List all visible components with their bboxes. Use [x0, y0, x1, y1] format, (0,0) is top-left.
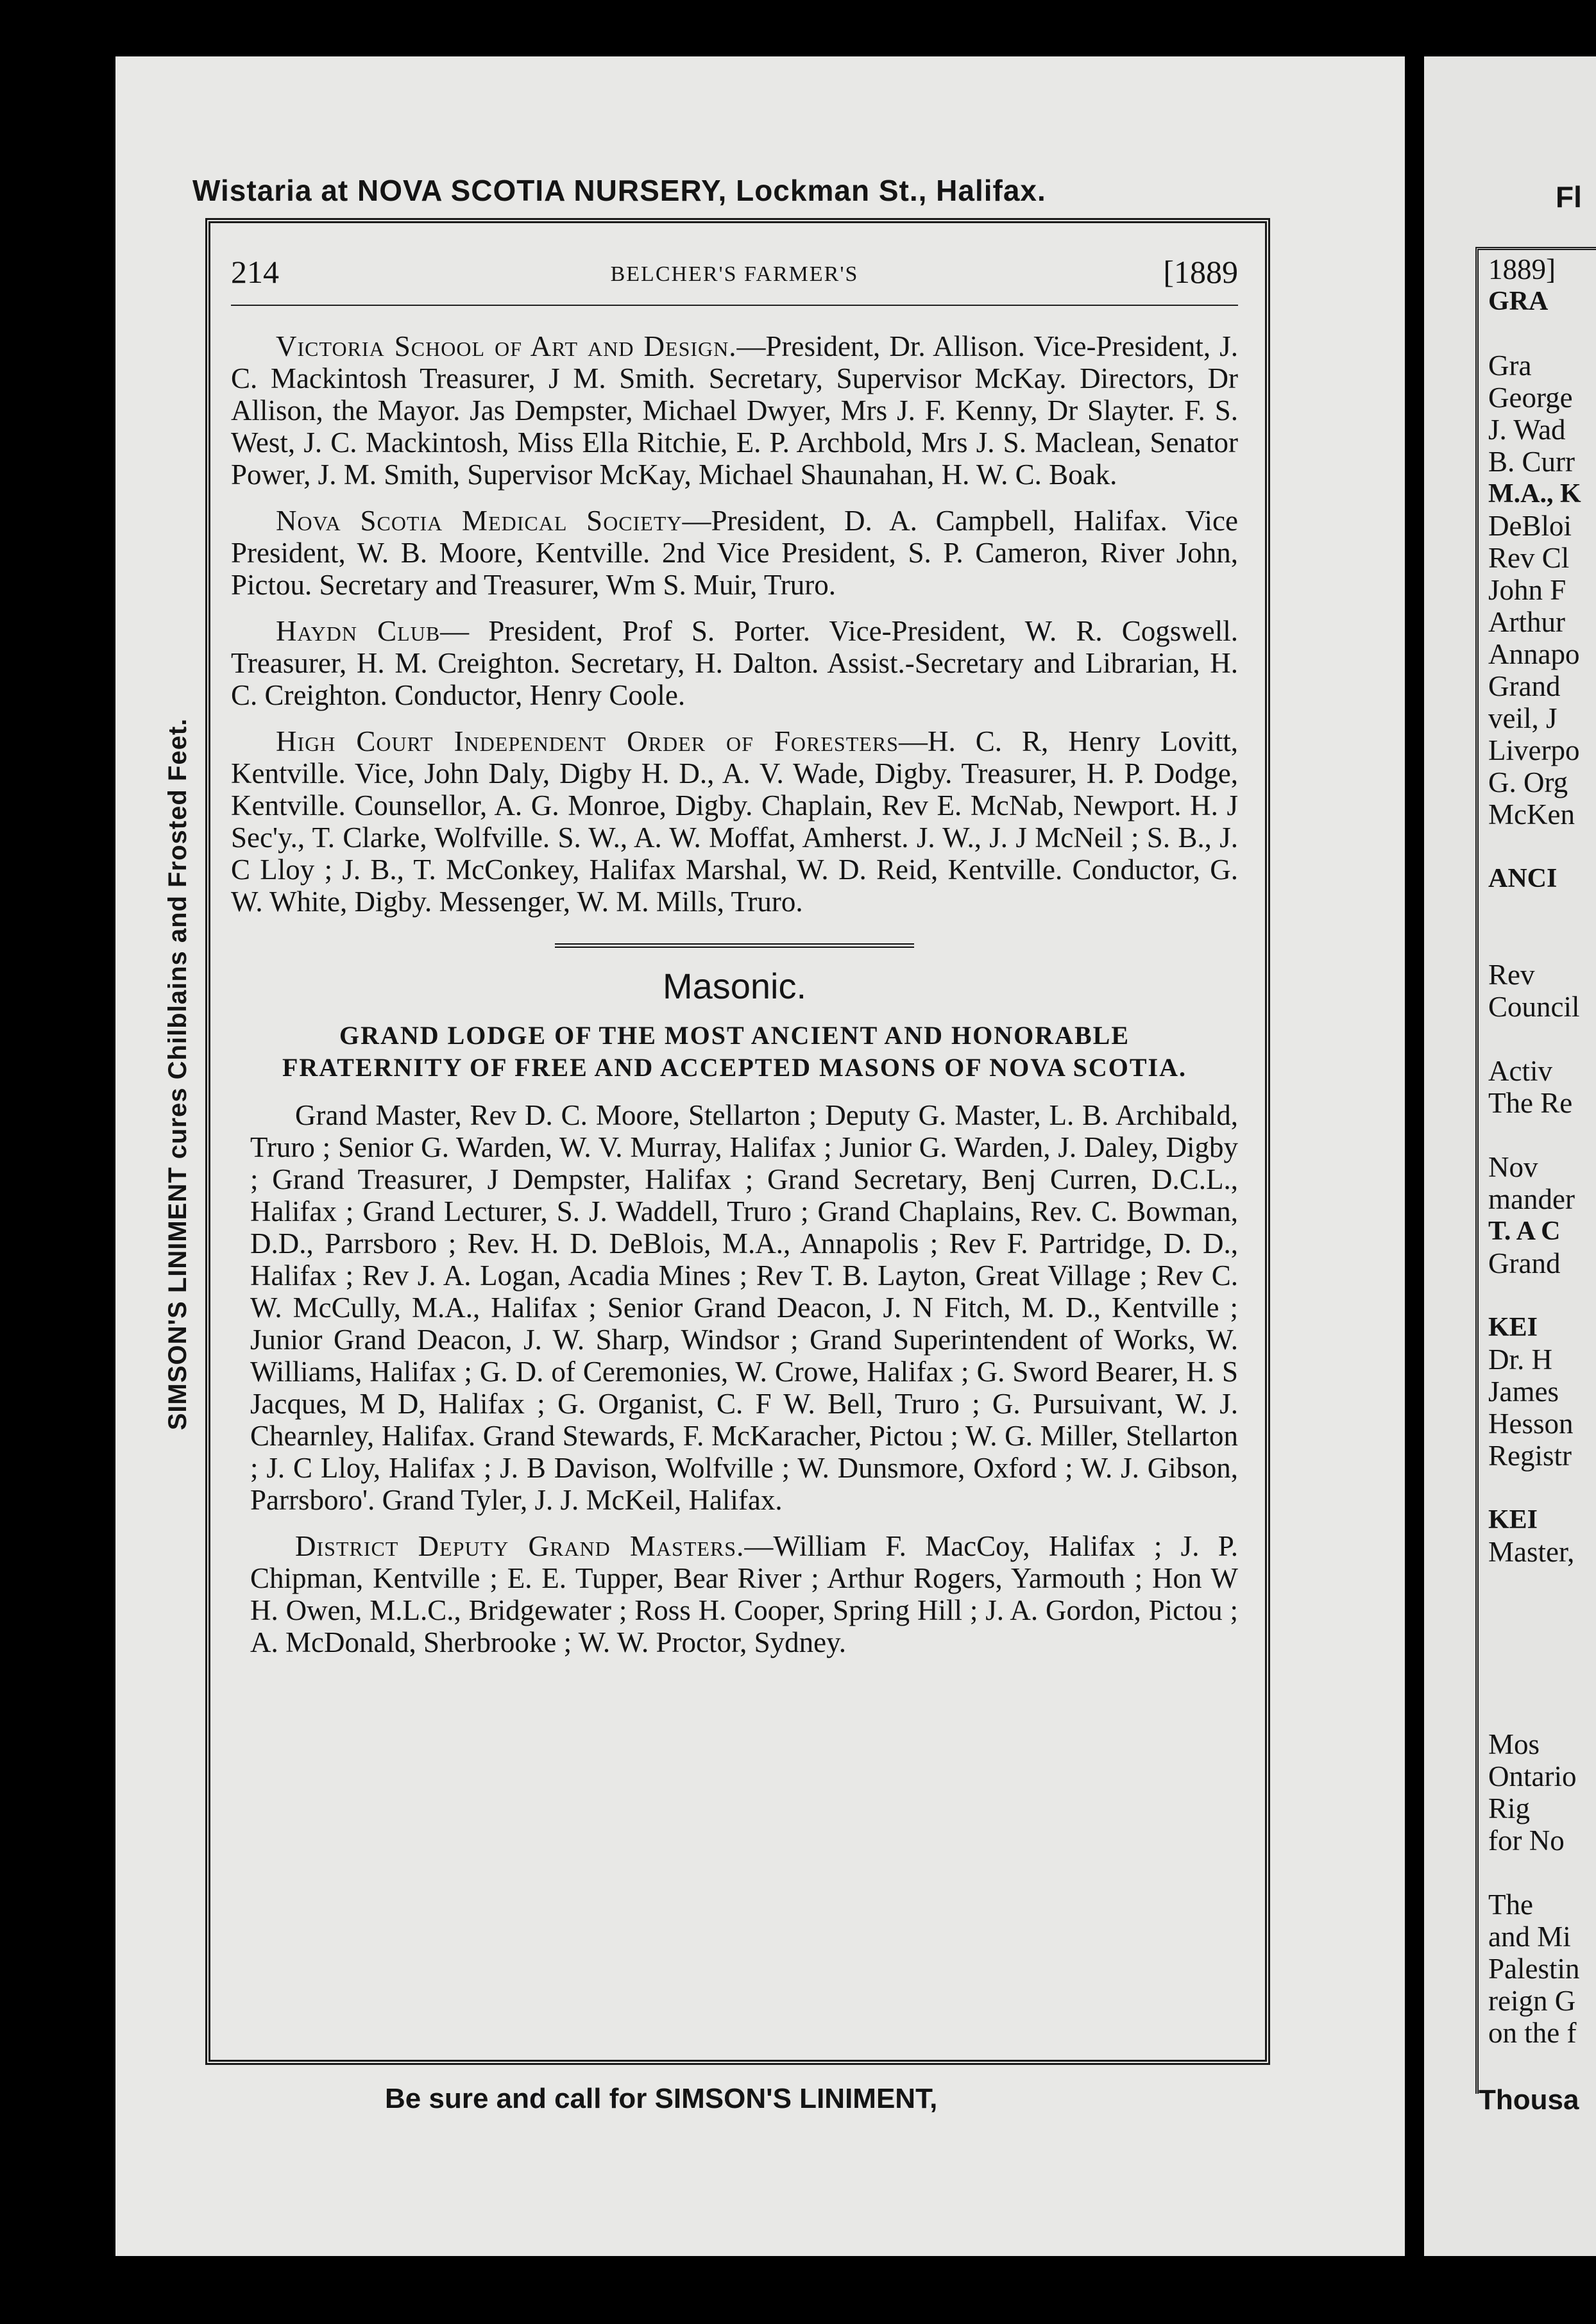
right-page-line [1488, 895, 1596, 927]
right-page-line: Mos [1488, 1728, 1540, 1760]
right-page-line: veil, J [1488, 702, 1558, 734]
right-page-line [1488, 1279, 1596, 1311]
right-page-line [1488, 1600, 1596, 1632]
right-page-line: GRA [1488, 287, 1549, 316]
right-page-line [1488, 1632, 1596, 1664]
right-page-line: for No [1488, 1824, 1565, 1857]
right-page-line: T. A C [1488, 1217, 1561, 1246]
right-page-line: J. Wad [1488, 414, 1566, 446]
right-page-line: Liverpo [1488, 734, 1580, 766]
entry-name: District Deputy Grand Masters. [295, 1530, 745, 1562]
top-advertisement: Wistaria at NOVA SCOTIA NURSERY, Lockman St., Halifax. [192, 174, 1046, 207]
right-page-line: John F [1488, 574, 1566, 606]
entry-name: Nova Scotia Medical Society [276, 505, 683, 537]
right-page-line: Annapo [1488, 638, 1580, 670]
right-page-line: The Re [1488, 1087, 1573, 1119]
right-page-line: Gra [1488, 349, 1532, 382]
right-page-line [1488, 1857, 1596, 1889]
right-page-line: G. Org [1488, 766, 1568, 798]
right-page-line: Rev Cl [1488, 542, 1570, 574]
grand-lodge-officers: Grand Master, Rev D. C. Moore, Stellarton ; Deputy G. Master, L. B. Archibald, Truro ; Senior G. Warden, W. V. Murray, Halifax ; Junior G. Warden, J. Daley, Digby ; Grand Treasurer, J Dempster, Halifax ; Grand Secretary, Benj Curren, D.C.L., Halifax ; Grand Lecturer, S. J. Waddell, Truro ; Grand Chaplains, Rev. C. Bowman, D.D., Parrsboro ; Rev. H. D. DeBlois, M.A., Annapolis ; Rev F. Partridge, D. D., Halifax ; Rev J. A. Logan, Acadia Mines ; Rev T. B. Layton, Great Village ; Rev C. W. McCully, M.A., Halifax ; Senior Grand Deacon, J. N Fitch, M. D., Kentville ; Junior Grand Deacon, J. W. Sharp, Windsor ; Grand Superintendent of Works, W. Williams, Halifax ; G. D. of Ceremonies, W. Crowe, Halifax ; G. Sword Bearer, H. S Jacques, M D, Halifax ; G. Organist, C. F W. Bell, Truro ; G. Pursuivant, W. J. Chearnley, Halifax. Grand Stewards, F. McKaracher, Pictou ; W. G. Miller, Stellarton ; J. C Lloy, Halifax ; J. B Davison, Wolfville ; W. Dunsmore, Oxford ; W. J. Gibson, Parrsboro'. Grand Tyler, J. J. McKeil, Halifax. [250, 1099, 1238, 1516]
right-page-line: James [1488, 1376, 1559, 1408]
right-page-line: Rig [1488, 1792, 1531, 1824]
right-page-line: mander [1488, 1183, 1575, 1215]
running-title: BELCHER'S FARMER'S [610, 262, 859, 286]
right-page-line: Grand [1488, 670, 1561, 702]
right-page-line: reign G [1488, 1985, 1576, 2017]
right-page-line: KEI [1488, 1505, 1538, 1535]
right-page-line: McKen [1488, 798, 1575, 830]
right-page-line: Palestin [1488, 1953, 1580, 1985]
bottom-advertisement: Be sure and call for SIMSON'S LINIMENT, [385, 2083, 938, 2114]
entry-body: — President, Prof S. Porter. Vice-President, W. R. Cogswell. Treasurer, H. M. Creighton. Secretary, H. Dalton. Assist.-Secretary and Librarian, H. C. Creighton. Conductor, Henry Coole. [231, 615, 1239, 711]
right-page-line: George [1488, 382, 1573, 414]
right-page-line [1488, 1119, 1596, 1151]
right-page-line: ANCI [1488, 864, 1558, 893]
entry-name: High Court Independent Order of Foresters [276, 725, 899, 757]
entry-body: —William F. MacCoy, Halifax ; J. P. Chipman, Kentville ; E. E. Tupper, Bear River ; Arthur Rogers, Yarmouth ; Hon W H. Owen, M.L.C., Bridgewater ; Ross H. Cooper, Spring Hill ; J. A. Gordon, Pictou ; A. McDonald, Sherbrooke ; W. W. Proctor, Sydney. [250, 1530, 1238, 1658]
side-advertisement: SIMSON'S LINIMENT cures Chilblains and Frosted Feet. [164, 718, 192, 1431]
entry-foresters [231, 725, 1238, 918]
entry-medical-society [231, 505, 1238, 601]
right-page-line: Hesson [1488, 1408, 1574, 1440]
entry-haydn-club [231, 615, 1238, 711]
right-bottom-advertisement: Thousa [1479, 2084, 1579, 2116]
right-page-line [1488, 1664, 1596, 1696]
right-page-line: M.A., K [1488, 479, 1581, 509]
grand-lodge-title: GRAND LODGE OF THE MOST ANCIENT AND HONORABLE FRATERNITY OF FREE AND ACCEPTED MASONS OF NOVA SCOTIA. [282, 1021, 1187, 1082]
entry-name: Haydn Club [276, 615, 441, 647]
entry-body: —H. C. R, Henry Lovitt, Kentville. Vice, John Daly, Digby H. D., A. V. Wade, Digby. Treasurer, H. P. Dodge, Kentville. Counsellor, A. G. Monroe, Digby. Chaplain, Rev E. McNab, Newport. H. J Sec'y., T. Clarke, Wolfville. S. W., A. W. Moffat, Amherst. J. W., J. J McNeil ; S. B., J. C Lloy ; J. B., T. McConkey, Halifax Marshal, W. D. Reid, Kentville. Conductor, G. W. White, Digby. Messenger, W. M. Mills, Truro. [231, 725, 1238, 918]
section-title: Masonic. [662, 966, 807, 1006]
section-divider [231, 939, 1238, 951]
page-year: [1889 [1163, 254, 1238, 290]
right-page-line [1488, 830, 1596, 863]
right-page-line: on the f [1488, 2017, 1577, 2049]
right-page-lines [1488, 285, 1596, 2049]
right-page-line: Ontario [1488, 1760, 1577, 1792]
entry-body: —President, D. A. Campbell, Halifax. Vice President, W. B. Moore, Kentville. 2nd Vice President, S. P. Cameron, River John, Pictou. Secretary and Treasurer, Wm S. Muir, Truro. [231, 505, 1238, 601]
page-header [231, 253, 1238, 306]
page-content [231, 330, 1238, 1672]
entry-body: —President, Dr. Allison. Vice-President, J. C. Mackintosh Treasurer, J M. Smith. Secretary, Supervisor McKay. Directors, Dr Allison, the Mayor. Jas Dempster, Michael Dwyer, Mrs J. F. Kenny, Dr Slayter. F. S. West, J. C. Mackintosh, Miss Ella Ritchie, E. P. Archbold, Mrs J. S. Maclean, Senator Power, J. M. Smith, Supervisor McKay, Michael Shaunahan, H. W. C. Boak. [231, 330, 1238, 491]
right-page-line [1488, 1472, 1596, 1504]
right-page-line: DeBloi [1488, 510, 1572, 542]
right-page-line: Arthur [1488, 606, 1565, 638]
right-page-year: 1889] [1488, 253, 1556, 285]
right-page-line: Council [1488, 991, 1580, 1023]
right-page-column [1488, 253, 1596, 2049]
page-number: 214 [231, 254, 279, 290]
right-page-line: Dr. H [1488, 1343, 1552, 1376]
right-page-line: Registr [1488, 1440, 1572, 1472]
right-top-advertisement: Fl [1556, 180, 1582, 214]
right-page-line: Grand [1488, 1247, 1561, 1279]
right-page-line [1488, 1023, 1596, 1055]
right-page-line [1488, 927, 1596, 959]
right-page-line: and Mi [1488, 1921, 1571, 1953]
entry-victoria-school [231, 330, 1238, 491]
right-page-line: KEI [1488, 1313, 1538, 1342]
right-page-line: Master, [1488, 1536, 1575, 1568]
right-page-line [1488, 1696, 1596, 1728]
right-page-line [1488, 317, 1596, 349]
right-page-line: Activ [1488, 1055, 1552, 1087]
district-deputies [250, 1530, 1238, 1658]
right-page-line [1488, 1568, 1596, 1600]
right-page-line: Rev [1488, 959, 1535, 991]
right-page-line: Nov [1488, 1151, 1538, 1183]
right-page-line: B. Curr [1488, 446, 1575, 478]
entry-name: Victoria School of Art and Design. [276, 330, 737, 362]
right-page-line: The [1488, 1889, 1533, 1921]
